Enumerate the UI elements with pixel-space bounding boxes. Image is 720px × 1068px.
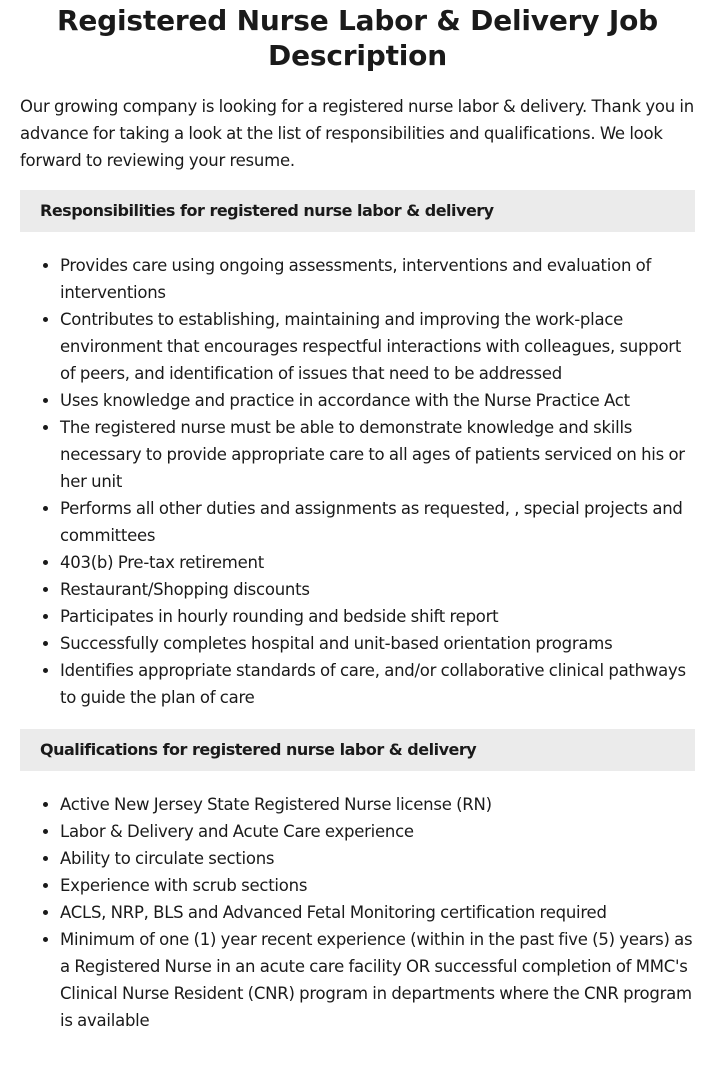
job-description-page — [0, 3, 720, 1034]
qualifications-list — [20, 791, 695, 1034]
list-item: • 403(b) Pre-tax retirement — [60, 549, 695, 576]
list-item: • Provides care using ongoing assessments, interventions and evaluation of interventions — [60, 252, 695, 306]
list-item: • Labor & Delivery and Acute Care experience — [60, 818, 695, 845]
list-item: • Ability to circulate sections — [60, 845, 695, 872]
list-item: • The registered nurse must be able to demonstrate knowledge and skills necessary to provide appropriate care to all ages of patients serviced on his or her unit — [60, 414, 695, 495]
list-item: • Identifies appropriate standards of care, and/or collaborative clinical pathways to guide the plan of care — [60, 657, 695, 711]
intro-paragraph: Our growing company is looking for a registered nurse labor & delivery. Thank you in advance for taking a look at the list of responsibilities and qualifications. We look forward to reviewing your resume. — [20, 97, 694, 170]
list-item: • Contributes to establishing, maintaining and improving the work-place environment that encourages respectful interactions with colleagues, support of peers, and identification of issues that need to be addressed — [60, 306, 695, 387]
list-item: • Uses knowledge and practice in accordance with the Nurse Practice Act — [60, 387, 695, 414]
qualifications-heading: Qualifications for registered nurse labor & delivery — [20, 729, 695, 771]
list-item: • ACLS, NRP, BLS and Advanced Fetal Monitoring certification required — [60, 899, 695, 926]
list-item: • Active New Jersey State Registered Nurse license (RN) — [60, 791, 695, 818]
list-item: • Performs all other duties and assignments as requested, , special projects and committees — [60, 495, 695, 549]
list-item: • Minimum of one (1) year recent experience (within in the past five (5) years) as a Registered Nurse in an acute care facility OR successful completion of MMC's Clinical Nurse Resident (CNR) program in departments where the CNR program is available — [60, 926, 695, 1034]
list-item: • Restaurant/Shopping discounts — [60, 576, 695, 603]
list-item: • Successfully completes hospital and unit-based orientation programs — [60, 630, 695, 657]
list-item: • Participates in hourly rounding and bedside shift report — [60, 603, 695, 630]
list-item: • Experience with scrub sections — [60, 872, 695, 899]
page-title: Registered Nurse Labor & Delivery Job Description — [57, 4, 658, 72]
responsibilities-heading: Responsibilities for registered nurse labor & delivery — [20, 190, 695, 232]
responsibilities-list — [20, 252, 695, 711]
